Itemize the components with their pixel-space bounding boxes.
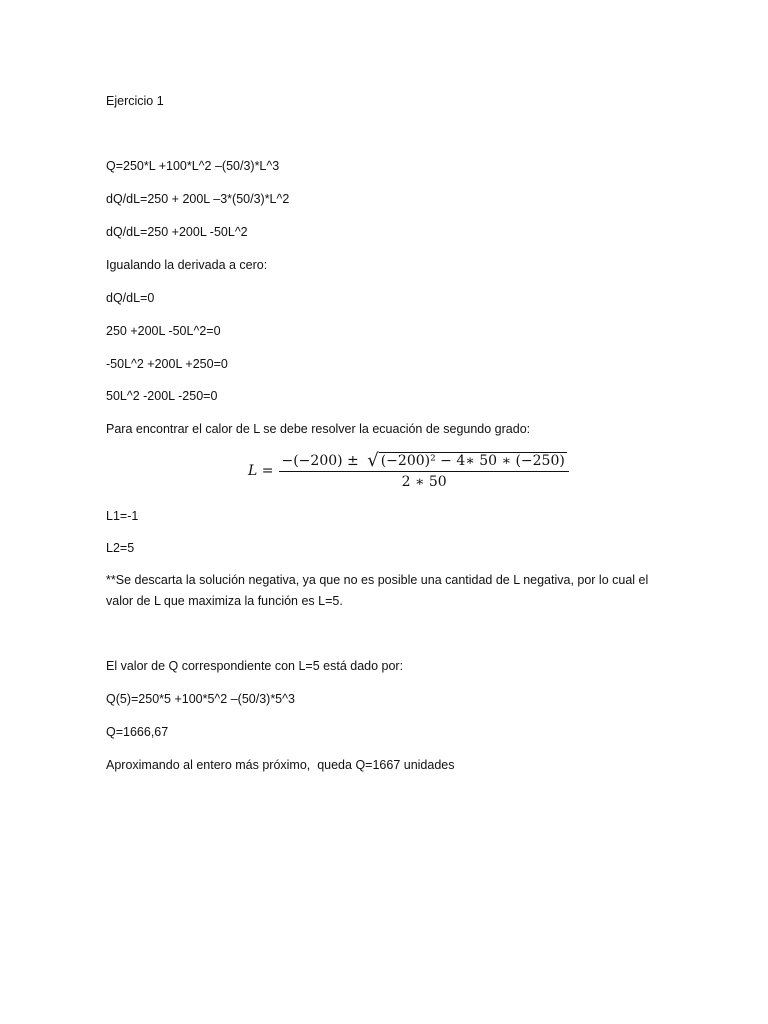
- zero-equation-line: dQ/dL=0: [106, 291, 155, 305]
- quadratic-formula: [248, 452, 569, 490]
- derivative-line-1: dQ/dL=250 + 200L –3*(50/3)*L^2: [106, 192, 290, 206]
- rounding-line: Aproximando al entero más próximo, queda Q=1667 unidades: [106, 758, 455, 772]
- exercise-heading: Ejercicio 1: [106, 94, 164, 108]
- discard-note-paragraph: **Se descarta la solución negativa, ya que no es posible una cantidad de L negativa, por lo cual el valor de L que maximiza la función es L=5.: [106, 573, 649, 608]
- l2-line: L2=5: [106, 541, 135, 555]
- derivative-line-2: dQ/dL=250 +200L -50L^2: [106, 225, 248, 239]
- formula-fraction: [279, 452, 568, 490]
- square-root: [367, 452, 567, 469]
- setting-zero-line: Igualando la derivada a cero:: [106, 258, 268, 272]
- equation-line-2: -50L^2 +200L +250=0: [106, 357, 228, 371]
- formula-numerator: [279, 452, 568, 472]
- q-result-line: Q=1666,67: [106, 725, 169, 739]
- l1-line: L1=-1: [106, 509, 139, 523]
- quadratic-intro-line: Para encontrar el calor de L se debe resolver la ecuación de segundo grado:: [106, 422, 531, 436]
- q-at-5-line: Q(5)=250*5 +100*5^2 –(50/3)*5^3: [106, 692, 295, 706]
- formula-radicand: (−200)² − 4∗ 50 ∗ (−250): [380, 453, 565, 469]
- q-value-intro-line: El valor de Q correspondiente con L=5 está dado por:: [106, 659, 404, 673]
- formula-numerator-prefix: −(−200) ±: [281, 452, 364, 469]
- q-function-line: Q=250*L +100*L^2 –(50/3)*L^3: [106, 159, 280, 173]
- radical-sign-icon: √: [367, 450, 379, 471]
- formula-lhs: L =: [248, 463, 274, 479]
- equation-line-1: 250 +200L -50L^2=0: [106, 324, 221, 338]
- equation-line-3: 50L^2 -200L -250=0: [106, 389, 218, 403]
- formula-denominator: 2 ∗ 50: [401, 474, 447, 490]
